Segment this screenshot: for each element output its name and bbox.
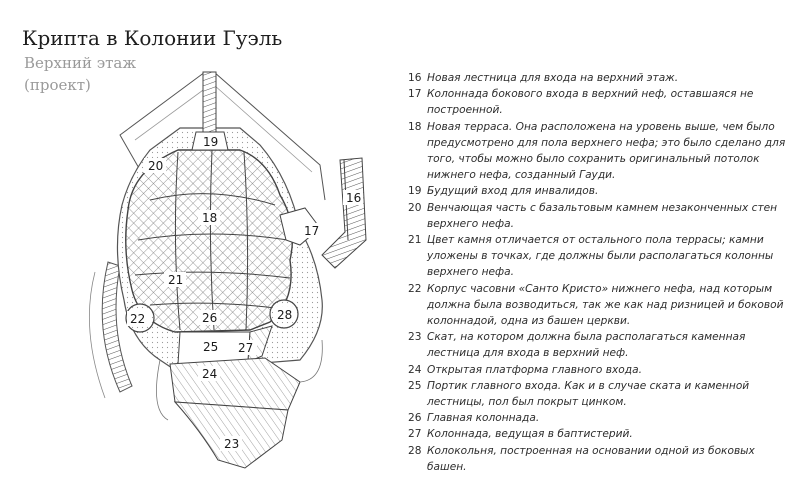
legend-text: Новая лестница для входа на верхний этаж. [427, 72, 679, 84]
label-20: 20 [148, 159, 164, 173]
floor-plan [80, 66, 400, 502]
legend-item [408, 329, 796, 361]
page-title: Крипта в Колонии Гуэль [22, 26, 283, 50]
legend-number: 20 [408, 201, 422, 214]
legend-number: 16 [408, 72, 422, 84]
page-subtitle-note: (проект) [24, 76, 91, 94]
legend-text: Колокольня, построенная на основании одной из боковых башен. [427, 444, 755, 473]
legend-text: Скат, на котором должна была располагаться каменная лестница для входа в верхний неф. [427, 331, 746, 360]
label-22: 22 [130, 312, 146, 326]
legend-text: Новая терраса. Она расположена на уровень выше, чем было предусмотрено для пола верхнего нефа; это было сделано для того, чтобы можно было сохранить оригинальный потолок нижнего нефа, созданный Гауди. [427, 120, 786, 182]
label-28: 28 [277, 308, 293, 322]
legend-number: 25 [408, 379, 422, 392]
legend-item [408, 119, 796, 184]
legend-item [408, 443, 796, 475]
legend-number: 19 [408, 185, 422, 198]
legend-item [408, 70, 796, 86]
legend-number: 28 [408, 444, 422, 457]
legend-item [408, 362, 796, 378]
legend-text: Колоннада бокового входа в верхний неф, оставшаяся не построенной. [427, 88, 754, 117]
legend-text: Главная колоннада. [427, 412, 540, 425]
stair-ramp [175, 402, 288, 468]
legend-number: 23 [408, 331, 422, 344]
legend-item [408, 86, 796, 118]
legend-text: Цвет камня отличается от остального пола террасы; камни уложены в точках, где должны были располагаться колонны верхнего нефа. [427, 234, 774, 279]
legend-text: Портик главного входа. Как и в случае ската и каменной лестницы, пол был покрыт цинком. [427, 379, 750, 409]
legend-item [408, 200, 796, 232]
legend-number: 18 [408, 120, 422, 133]
legend-number: 27 [408, 428, 422, 441]
label-26: 26 [202, 311, 218, 325]
label-18: 18 [202, 211, 218, 225]
legend-number: 22 [408, 282, 422, 295]
legend-item [408, 410, 796, 426]
legend-number: 24 [408, 363, 422, 376]
legend-item [408, 281, 796, 330]
legend-text: Будущий вход для инвалидов. [427, 185, 599, 198]
page-subtitle: Верхний этаж [24, 54, 137, 72]
legend-number: 26 [408, 412, 422, 425]
label-23: 23 [224, 437, 240, 451]
label-25: 25 [203, 340, 219, 354]
label-16: 16 [346, 191, 362, 205]
label-21: 21 [168, 273, 184, 287]
label-27: 27 [238, 341, 254, 355]
legend-list [408, 70, 796, 475]
legend-text: Венчающая часть с базальтовым камнем незаконченных стен верхнего нефа. [427, 201, 778, 230]
legend-item [408, 378, 796, 410]
legend-text: Открытая платформа главного входа. [427, 363, 642, 376]
legend-item [408, 183, 796, 199]
legend-text: Корпус часовни «Санто Кристо» нижнего нефа, над которым должна была возводиться, так же как над ризницей и боковой колоннадой, одна из башен церкви. [427, 282, 784, 328]
legend-text: Колоннада, ведущая в баптистерий. [427, 428, 633, 441]
legend-item [408, 426, 796, 442]
legend-number: 21 [408, 234, 422, 247]
new-staircase [322, 158, 366, 268]
label-17: 17 [304, 224, 320, 238]
label-19: 19 [203, 135, 219, 149]
label-24: 24 [202, 367, 218, 381]
legend-item [408, 232, 796, 281]
legend-number: 17 [408, 88, 422, 101]
entrance-platform [170, 358, 300, 410]
